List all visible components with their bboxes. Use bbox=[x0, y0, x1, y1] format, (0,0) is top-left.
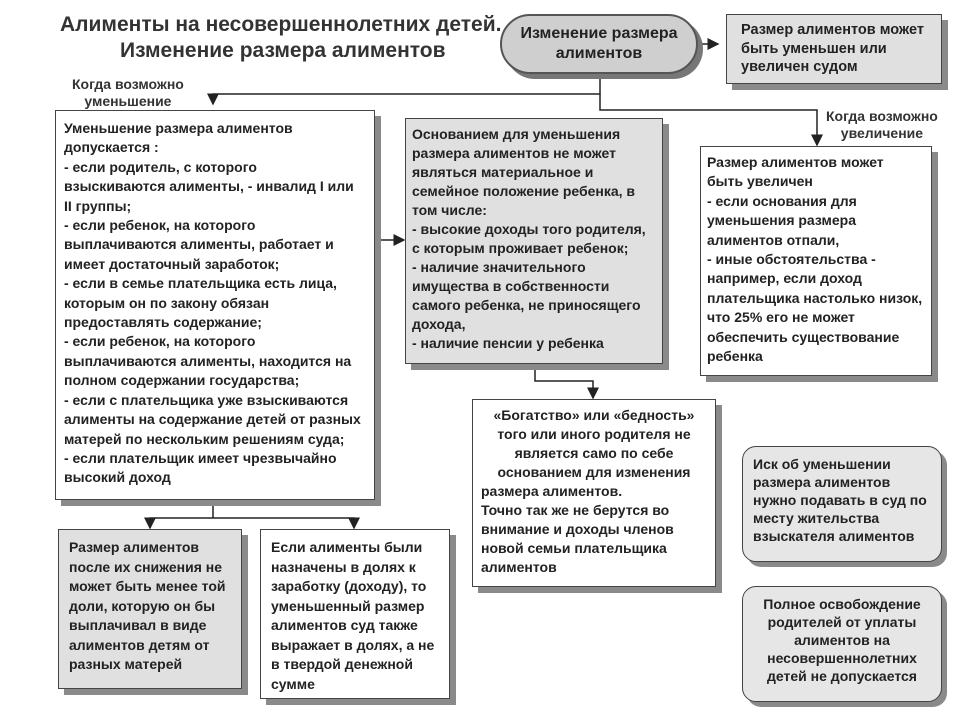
increase-line: - если основания для bbox=[707, 192, 857, 209]
grounds-line: дохода, bbox=[412, 316, 466, 332]
exemption-line: детей не допускается bbox=[767, 668, 917, 684]
grounds-line: семейное положение ребенка, в bbox=[412, 183, 636, 199]
grounds-line: - наличие пенсии у ребенка bbox=[412, 335, 604, 351]
central-node-change-amount bbox=[500, 14, 698, 74]
page-title bbox=[60, 12, 500, 64]
wealth-line: того или иного родителя не bbox=[497, 426, 691, 442]
decrease-line: - если ребенок, на которого bbox=[64, 333, 256, 350]
shares-line: в твердой денежной bbox=[271, 656, 413, 672]
wealth-line: «Богатство» или «бедность» bbox=[493, 407, 695, 423]
decrease-line: - если ребенок, на которого bbox=[64, 217, 256, 234]
court-line: увеличен судом bbox=[741, 59, 858, 75]
label-decrease bbox=[72, 76, 184, 110]
shares-line: алиментов суд также bbox=[271, 617, 418, 633]
decrease-line: выплачиваются алименты, находится на bbox=[64, 352, 352, 369]
decrease-line: алименты на содержание детей от разных bbox=[64, 411, 361, 428]
increase-line: что 25% его не может bbox=[707, 309, 855, 326]
min-size-box bbox=[58, 529, 242, 689]
wealth-line: новой семьи плательщика bbox=[481, 540, 667, 556]
lawsuit-line: Иск об уменьшении bbox=[753, 456, 891, 472]
decrease-line: высокий доход bbox=[64, 469, 171, 486]
decrease-line: - если с плательщика уже взыскиваются bbox=[64, 391, 349, 408]
decrease-line: матерей по нескольким решениям суда; bbox=[64, 430, 345, 447]
shares-line: назначены в долях к bbox=[271, 558, 416, 575]
shares-line: выражает в долях, а не bbox=[271, 636, 435, 653]
decrease-line: II группы; bbox=[64, 197, 132, 214]
shares-line: Если алименты были bbox=[271, 539, 423, 555]
min-size-line: выплачивал в виде bbox=[69, 617, 207, 633]
title-line-1: Алименты на несовершеннолетних детей. bbox=[60, 13, 502, 36]
connector-to-minsize-and-shares bbox=[150, 501, 354, 528]
lawsuit-line: размера алиментов bbox=[753, 474, 891, 490]
decrease-line: которым он по закону обязан bbox=[64, 294, 270, 311]
increase-line: - иные обстоятельства - bbox=[707, 251, 876, 268]
min-size-line: может быть менее той bbox=[69, 578, 226, 594]
decrease-line: - если родитель, с которого bbox=[64, 158, 257, 175]
exemption-line: алиментов на bbox=[794, 632, 890, 648]
wealth-line: основанием для изменения bbox=[497, 464, 691, 480]
label-increase-line: увеличение bbox=[840, 125, 924, 141]
wealth-line: размера алиментов. bbox=[481, 483, 623, 499]
increase-line: алиментов отпали, bbox=[707, 231, 840, 248]
decrease-line: взыскиваются алименты, - инвалид I или bbox=[64, 178, 354, 195]
increase-line: Размер алиментов может bbox=[707, 154, 884, 170]
lawsuit-box bbox=[742, 446, 942, 562]
shares-box bbox=[260, 529, 450, 699]
min-size-line: алиментов детям от bbox=[69, 636, 210, 653]
decrease-line: полном содержании государства; bbox=[64, 372, 300, 389]
grounds-line: - наличие значительного bbox=[412, 259, 586, 275]
exemption-box bbox=[742, 586, 942, 702]
label-increase bbox=[826, 108, 938, 142]
connector-to-wealth bbox=[535, 365, 593, 398]
wealth-line: алиментов bbox=[481, 559, 557, 575]
decrease-line: предоставлять содержание; bbox=[64, 314, 262, 331]
wealth-line: внимание и доходы членов bbox=[481, 521, 674, 537]
increase-line: уменьшения размера bbox=[707, 212, 856, 229]
decrease-line: Уменьшение размера алиментов bbox=[64, 120, 293, 136]
exemption-line: родителей от уплаты bbox=[767, 614, 917, 630]
central-node-line: алиментов bbox=[555, 45, 643, 62]
grounds-line: - высокие доходы того родителя, bbox=[412, 221, 646, 237]
min-size-line: разных матерей bbox=[69, 656, 183, 672]
exemption-line: Полное освобождение bbox=[763, 596, 921, 612]
wealth-line: является само по себе bbox=[514, 445, 674, 461]
increase-line: быть увеличен bbox=[707, 173, 813, 190]
shares-line: сумме bbox=[271, 675, 315, 692]
court-line: быть уменьшен или bbox=[741, 40, 887, 57]
court-line: Размер алиментов может bbox=[741, 22, 924, 38]
increase-line: плательщика настолько низок, bbox=[707, 289, 923, 306]
increase-line: ребенка bbox=[707, 348, 763, 365]
exemption-line: несовершеннолетних bbox=[767, 650, 917, 666]
label-increase-line: Когда возможно bbox=[826, 108, 938, 124]
grounds-box bbox=[405, 118, 663, 364]
shares-line: заработку (доходу), то bbox=[271, 578, 427, 594]
decrease-line: выплачиваются алименты, работает и bbox=[64, 236, 334, 253]
increase-line: например, если доход bbox=[707, 270, 862, 287]
lawsuit-line: взыскателя алиментов bbox=[753, 528, 915, 544]
court-box bbox=[726, 14, 942, 84]
min-size-line: после их снижения не bbox=[69, 558, 223, 575]
wealth-box bbox=[472, 399, 716, 587]
grounds-line: с которым проживает ребенок; bbox=[412, 240, 629, 256]
lawsuit-line: нужно подавать в суд по bbox=[753, 492, 927, 508]
grounds-line: размера алиментов не может bbox=[412, 145, 616, 161]
decrease-line: - если плательщик имеет чрезвычайно bbox=[64, 449, 337, 466]
grounds-line: являться материальное и bbox=[412, 164, 594, 180]
min-size-line: доли, которую он бы bbox=[69, 597, 216, 614]
title-line-2: Изменение размера алиментов bbox=[120, 39, 446, 62]
decrease-line: имеет достаточный заработок; bbox=[64, 255, 280, 272]
min-size-line: Размер алиментов bbox=[69, 539, 200, 555]
increase-box bbox=[700, 146, 932, 376]
grounds-line: имущества в собственности bbox=[412, 278, 610, 294]
central-node-line: Изменение размера bbox=[520, 25, 678, 42]
wealth-line: Точно так же не берутся во bbox=[481, 502, 670, 518]
decrease-box bbox=[55, 110, 375, 500]
label-decrease-line: уменьшение bbox=[84, 93, 172, 109]
decrease-line: допускается : bbox=[64, 139, 159, 156]
grounds-line: самого ребенка, не приносящего bbox=[412, 297, 641, 313]
label-decrease-line: Когда возможно bbox=[72, 76, 184, 92]
decrease-line: - если в семье плательщика есть лица, bbox=[64, 275, 337, 292]
lawsuit-line: месту жительства bbox=[753, 510, 880, 526]
shares-line: уменьшенный размер bbox=[271, 597, 425, 614]
grounds-line: Основанием для уменьшения bbox=[412, 126, 621, 142]
grounds-line: том числе: bbox=[412, 202, 487, 218]
connector-to-decrease bbox=[213, 76, 600, 104]
increase-line: обеспечить существование bbox=[707, 328, 900, 345]
